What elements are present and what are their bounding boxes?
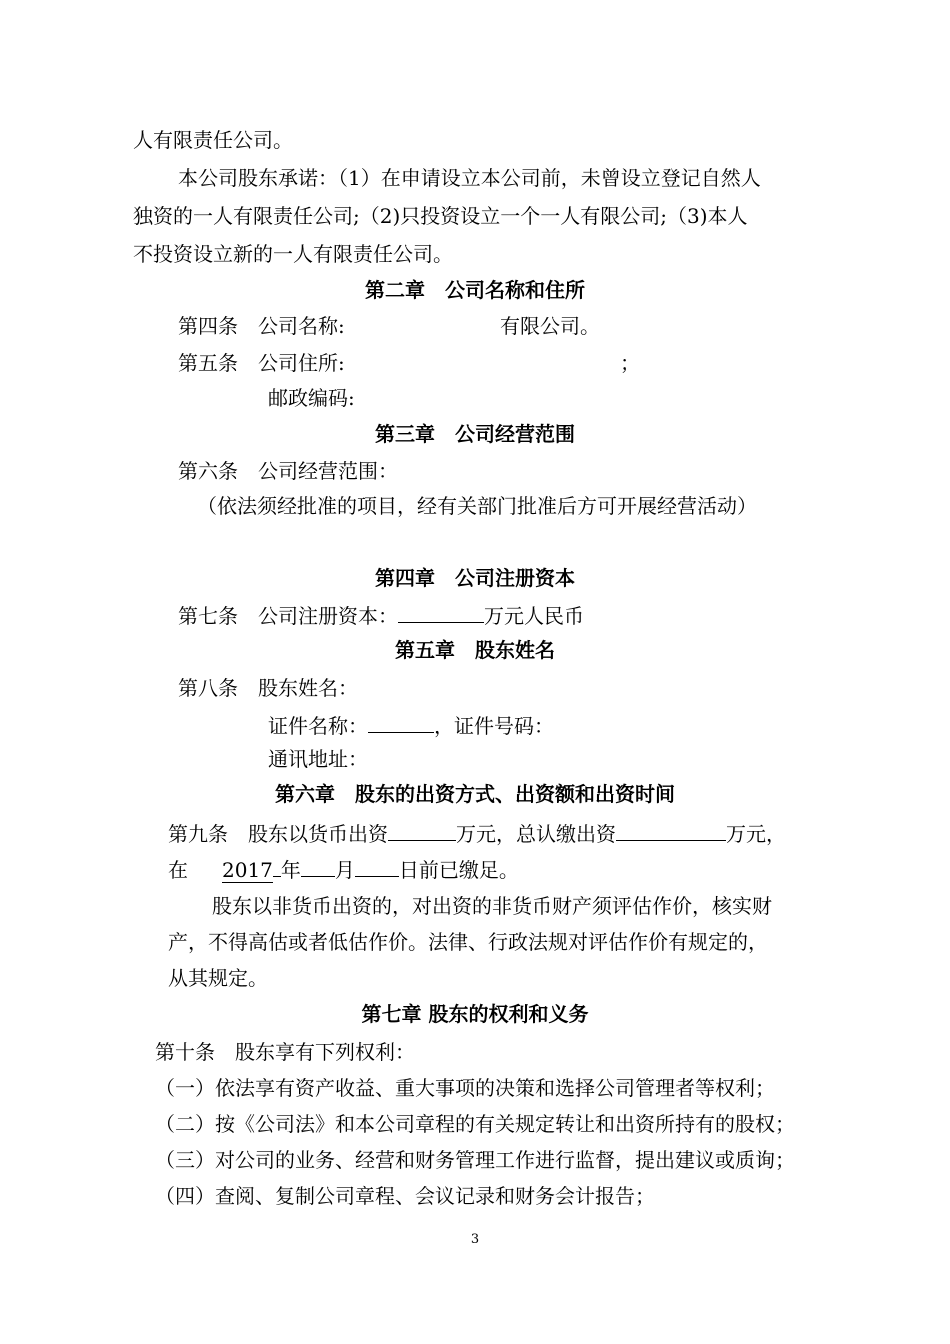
noncash-para-line-3: 从其规定。 bbox=[168, 966, 268, 990]
month-unit: 月 bbox=[334, 858, 355, 882]
right-3: （三）对公司的业务、经营和财务管理工作进行监督，提出建议或质询； bbox=[155, 1148, 795, 1172]
article-7-line bbox=[178, 600, 584, 630]
payment-date-line bbox=[168, 854, 519, 884]
business-scope-note: （依法须经批准的项目，经有关部门批准后方可开展经营活动） bbox=[197, 494, 757, 518]
intro-line-2: 本公司股东承诺：（1）在申请设立本公司前，未曾设立登记自然人 bbox=[178, 166, 761, 190]
chapter-6-heading: 第六章 股东的出资方式、出资额和出资时间 bbox=[275, 782, 675, 806]
article-6-label: 第六条 公司经营范围： bbox=[178, 459, 398, 483]
year-unit: 年 bbox=[280, 858, 301, 882]
intro-line-4: 不投资设立新的一人有限责任公司。 bbox=[133, 242, 453, 266]
payment-year: 2017 bbox=[222, 858, 273, 882]
chapter-2-heading: 第二章 公司名称和住所 bbox=[365, 278, 585, 302]
article-7-label: 第七条 公司注册资本： bbox=[178, 604, 398, 628]
article-5-suffix: ； bbox=[620, 351, 640, 375]
id-name-label: 证件名称： bbox=[268, 714, 368, 738]
id-line bbox=[268, 710, 554, 740]
chapter-5-heading: 第五章 股东姓名 bbox=[395, 638, 555, 662]
article-10-label: 第十条 股东享有下列权利： bbox=[155, 1040, 415, 1064]
article-4-suffix: 有限公司。 bbox=[500, 314, 600, 338]
date-prefix: 在 bbox=[168, 858, 188, 882]
capital-amount-blank[interactable] bbox=[398, 600, 484, 623]
id-name-blank[interactable] bbox=[368, 710, 434, 733]
address-label: 通讯地址： bbox=[268, 747, 368, 771]
article-7-suffix: 万元人民币 bbox=[484, 604, 584, 628]
month-blank[interactable] bbox=[301, 854, 335, 877]
chapter-7-heading: 第七章 股东的权利和义务 bbox=[361, 1002, 589, 1026]
noncash-para-line-2: 产，不得高估或者低估作价。法律、行政法规对评估作价有规定的， bbox=[168, 930, 768, 954]
right-4: （四）查阅、复制公司章程、会议记录和财务会计报告； bbox=[155, 1184, 655, 1208]
total-subscribed-blank[interactable] bbox=[616, 818, 726, 841]
day-tail: 日前已缴足。 bbox=[398, 858, 519, 882]
day-blank[interactable] bbox=[355, 854, 399, 877]
noncash-para-line-1: 股东以非货币出资的，对出资的非货币财产须评估作价，核实财 bbox=[212, 894, 772, 918]
article-9-label: 第九条 股东以货币出资 bbox=[168, 822, 388, 846]
id-number-label: ，证件号码： bbox=[434, 714, 554, 738]
page-number: 3 bbox=[470, 1232, 480, 1247]
article-9-end: 万元， bbox=[726, 822, 786, 846]
intro-line-3: 独资的一人有限责任公司;（2)只投资设立一个一人有限公司;（3)本人 bbox=[133, 204, 748, 228]
chapter-4-heading: 第四章 公司注册资本 bbox=[375, 566, 575, 590]
right-1: （一）依法享有资产收益、重大事项的决策和选择公司管理者等权利； bbox=[155, 1076, 775, 1100]
article-9-mid: 万元，总认缴出资 bbox=[456, 822, 616, 846]
right-2: （二）按《公司法》和本公司章程的有关规定转让和出资所持有的股权； bbox=[155, 1112, 795, 1136]
article-9-line bbox=[168, 818, 786, 848]
chapter-3-heading: 第三章 公司经营范围 bbox=[375, 422, 575, 446]
article-5-label: 第五条 公司住所: bbox=[178, 351, 345, 375]
cash-contribution-blank[interactable] bbox=[388, 818, 456, 841]
intro-line-1: 人有限责任公司。 bbox=[133, 128, 293, 152]
postcode-label: 邮政编码: bbox=[268, 386, 355, 410]
article-8-label: 第八条 股东姓名： bbox=[178, 676, 358, 700]
article-4-label: 第四条 公司名称: bbox=[178, 314, 345, 338]
